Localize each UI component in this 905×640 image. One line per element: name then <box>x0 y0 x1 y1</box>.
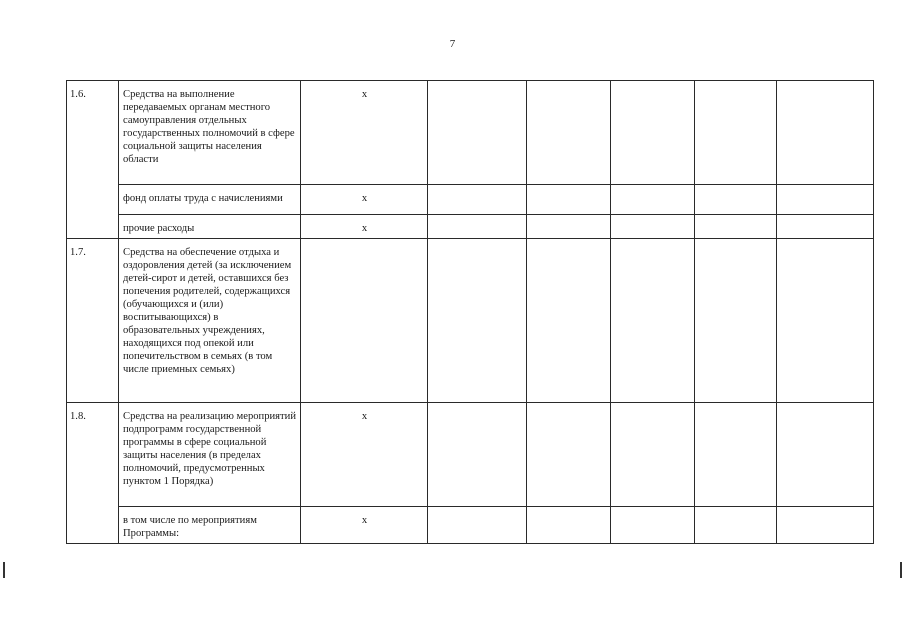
value-cell <box>527 185 611 215</box>
row-number: 1.6. <box>67 81 119 239</box>
row-number: 1.7. <box>67 239 119 403</box>
value-cell <box>527 215 611 239</box>
row-label: фонд оплаты труда с начислениями <box>119 185 301 215</box>
value-cell <box>527 81 611 185</box>
value-cell <box>428 507 527 544</box>
row-mark: х <box>301 215 428 239</box>
value-cell <box>428 185 527 215</box>
value-cell <box>695 215 777 239</box>
row-label: прочие расходы <box>119 215 301 239</box>
value-cell <box>695 239 777 403</box>
row-mark: х <box>301 507 428 544</box>
table-row <box>67 81 874 185</box>
row-mark: х <box>301 403 428 507</box>
row-mark: х <box>301 185 428 215</box>
value-cell <box>777 239 874 403</box>
value-cell <box>527 403 611 507</box>
value-cell <box>777 507 874 544</box>
value-cell <box>777 81 874 185</box>
value-cell <box>695 81 777 185</box>
value-cell <box>611 81 695 185</box>
row-number: 1.8. <box>67 403 119 544</box>
value-cell <box>611 507 695 544</box>
value-cell <box>428 81 527 185</box>
row-label: Средства на выполнение передаваемых органам местного самоуправления отдельных государственных полномочий в сфере социальной защиты населения области <box>119 81 301 185</box>
table-row <box>67 185 874 215</box>
row-mark <box>301 239 428 403</box>
row-mark: х <box>301 81 428 185</box>
value-cell <box>611 239 695 403</box>
value-cell <box>428 403 527 507</box>
table-row <box>67 403 874 507</box>
table-row <box>67 507 874 544</box>
row-label: Средства на обеспечение отдыха и оздоровления детей (за исключением детей-сирот и детей, оставшихся без попечения родителей, содержащихся (обучающихся и (или) воспитывающихся) в образовательных учреждениях, находящихся под опекой или попечительством в семьях (в том числе приемных семьях) <box>119 239 301 403</box>
value-cell <box>695 403 777 507</box>
value-cell <box>695 507 777 544</box>
value-cell <box>527 239 611 403</box>
budget-table <box>66 80 874 544</box>
table-row <box>67 215 874 239</box>
value-cell <box>611 185 695 215</box>
value-cell <box>527 507 611 544</box>
row-label: Средства на реализацию мероприятий подпрограмм государственной программы в сфере социальной защиты населения (в пределах полномочий, предусмотренных пунктом 1 Порядка) <box>119 403 301 507</box>
value-cell <box>428 215 527 239</box>
value-cell <box>611 215 695 239</box>
value-cell <box>695 185 777 215</box>
value-cell <box>777 215 874 239</box>
value-cell <box>428 239 527 403</box>
scan-edge-mark-left <box>3 562 5 578</box>
value-cell <box>777 403 874 507</box>
value-cell <box>611 403 695 507</box>
table-row <box>67 239 874 403</box>
scan-edge-mark-right <box>900 562 902 578</box>
page-number: 7 <box>449 38 456 50</box>
value-cell <box>777 185 874 215</box>
row-label: в том числе по мероприятиям Программы: <box>119 507 301 544</box>
